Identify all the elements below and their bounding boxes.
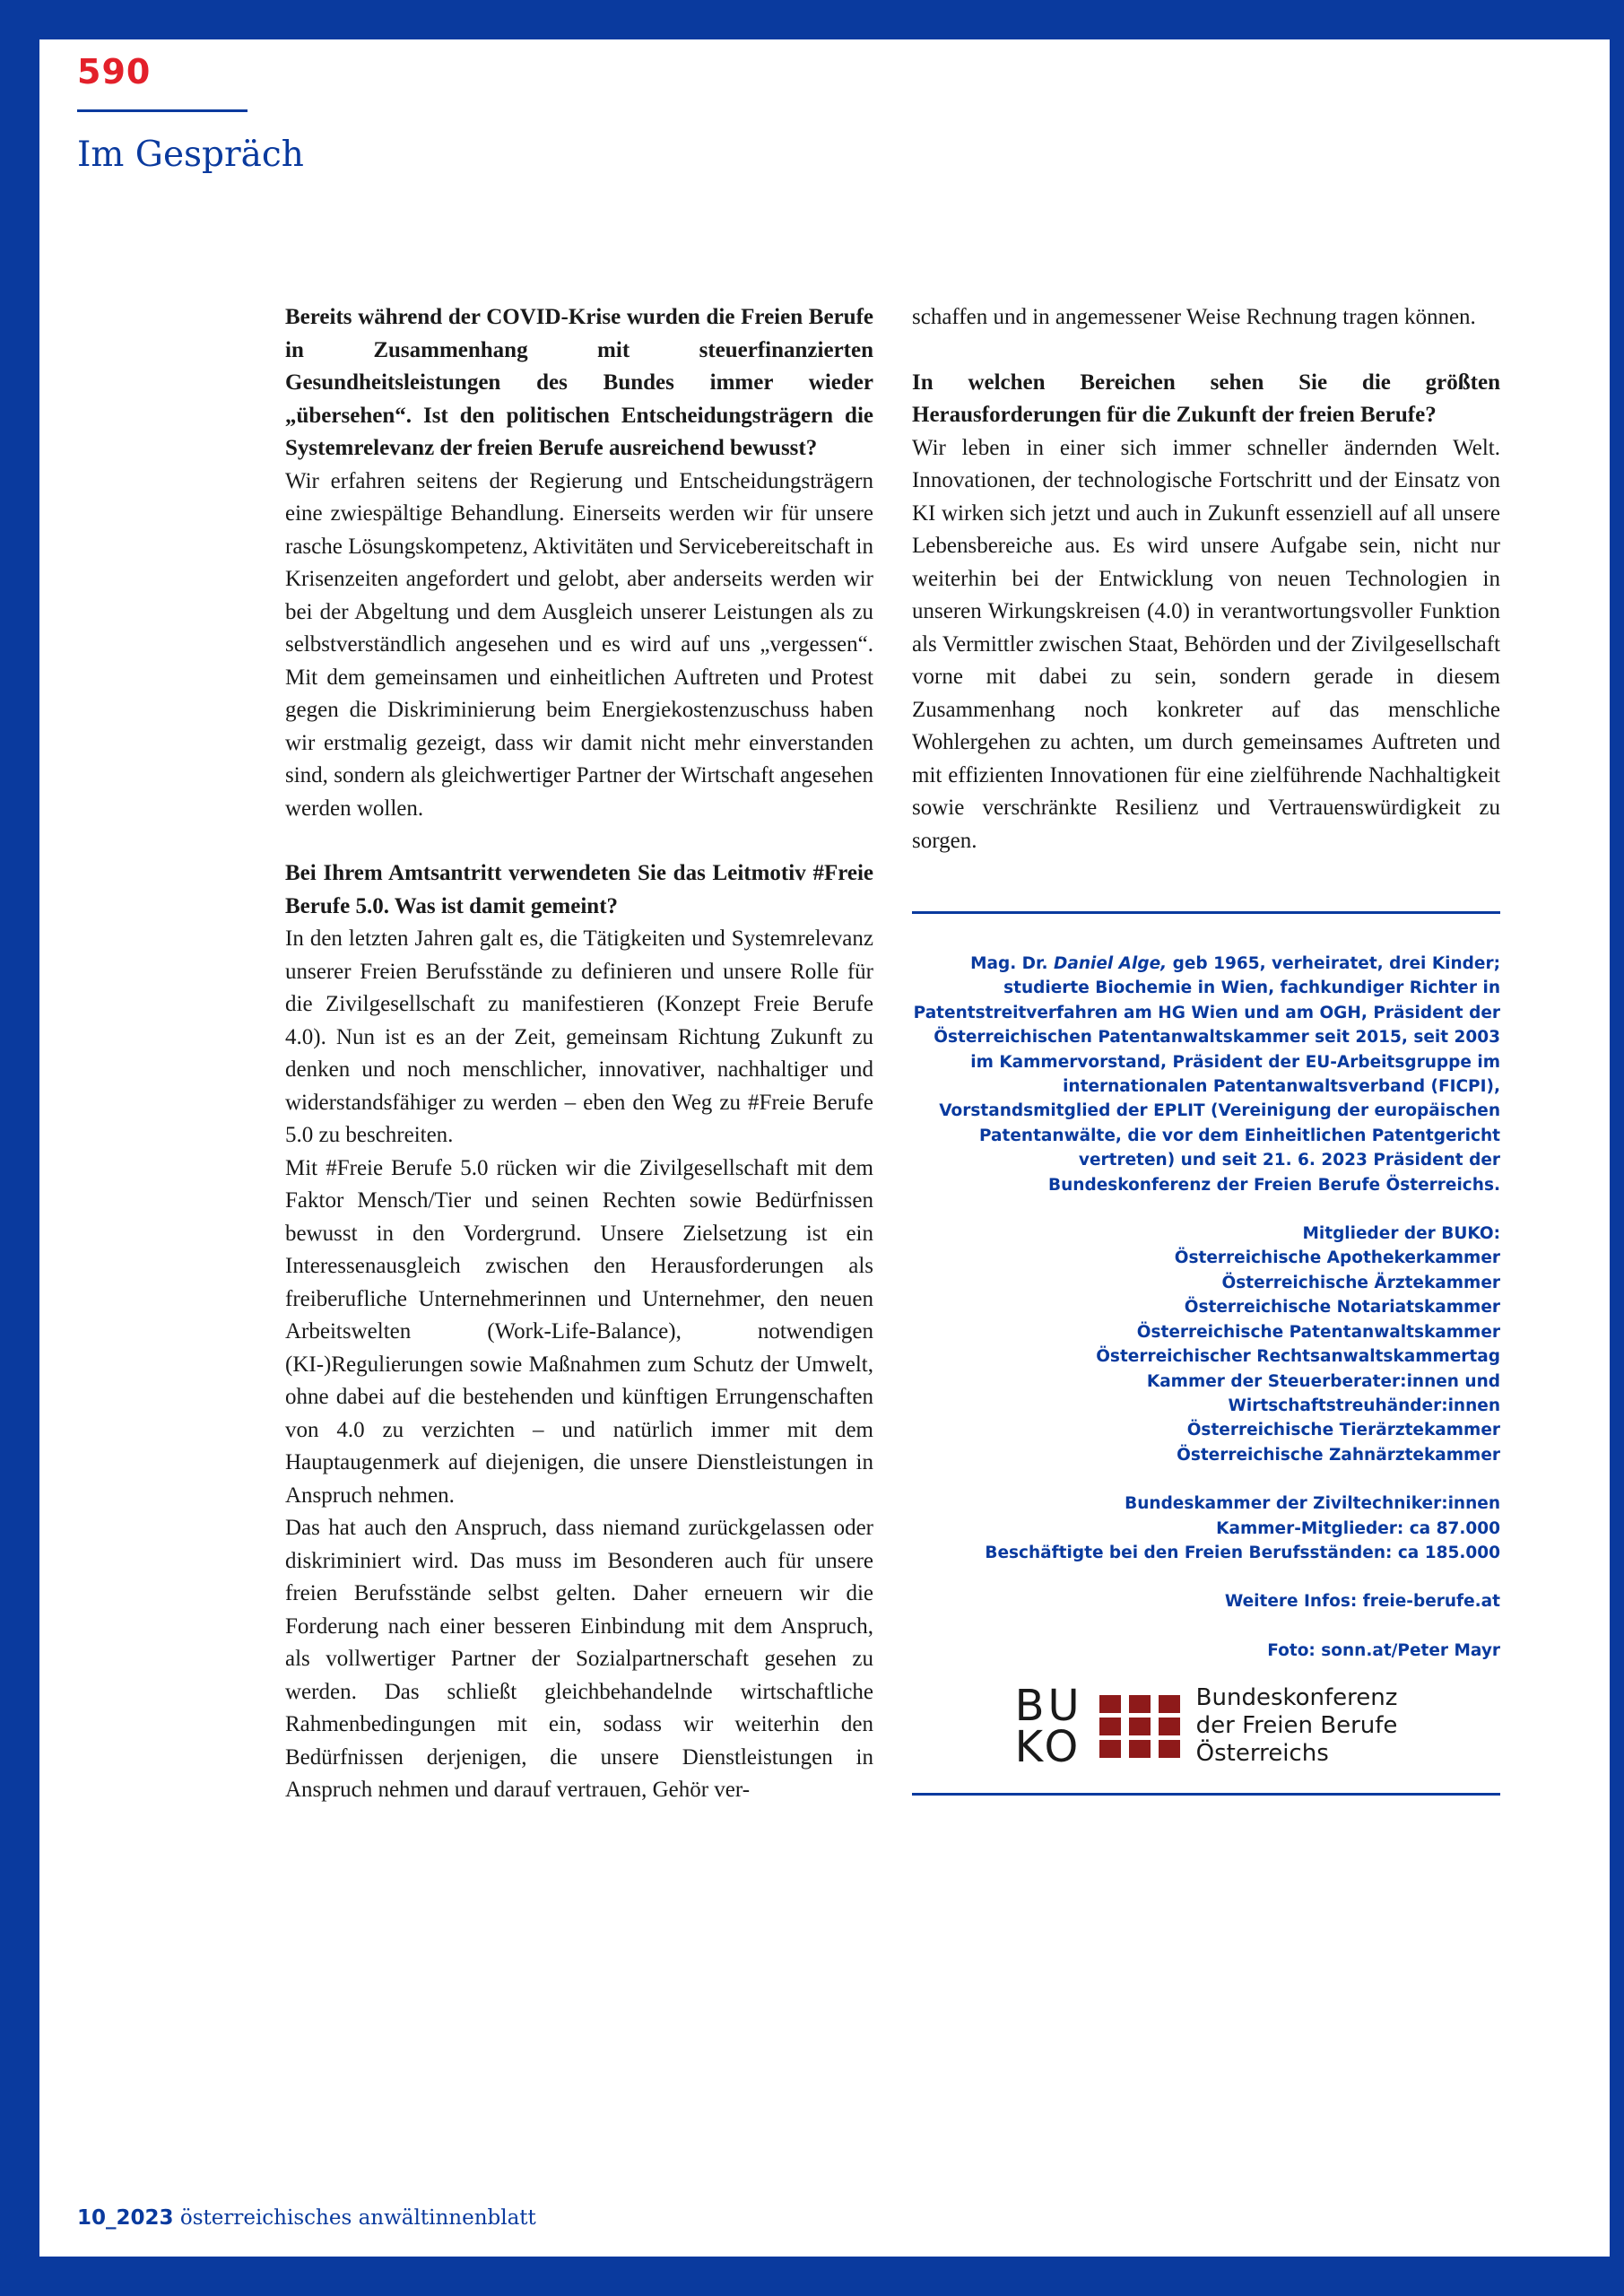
logo-square (1159, 1718, 1180, 1735)
stats-list (912, 1492, 1500, 1565)
member-item: Kammer der Steuerberater:innen und Wirtschaftstreuhänder:innen (1146, 1371, 1500, 1415)
member-item: Österreichische Ärztekammer (1221, 1273, 1500, 1292)
logo-square (1099, 1740, 1121, 1758)
member-item: Österreichische Apothekerkammer (1174, 1248, 1500, 1268)
stat-item: Kammer-Mitglieder: ca 87.000 (1216, 1518, 1500, 1538)
bio-text: geb 1965, verheiratet, drei Kinder; studierte Biochemie in Wien, fachkundiger Richter in Patentstreitverfahren am HG Wien und am OGH, Präsident der Österreichischen Patentanwaltskammer seit 2015, seit 2003 im Kammervorstand, Präsident der EU-Arbeitsgruppe im internationalen Patentanwaltsverband (FICPI), Vorstandsmitglied der EPLIT (Vereinigung der europäischen Patentanwälte, die vor dem Einheitlichen Patentgericht vertreten) und seit 21. 6. 2023 Präsident der Bundeskonferenz der Freien Berufe Österreichs. (913, 954, 1500, 1195)
page-number: 590 (77, 52, 152, 91)
buko-logo-letters (1014, 1680, 1083, 1772)
logo-square (1129, 1695, 1151, 1713)
question-3: In welchen Bereichen sehen Sie die größten Herausforderungen für die Zukunft der freien Berufe? (912, 370, 1500, 427)
bio-name: Daniel Alge, (1054, 954, 1168, 973)
member-item: Österreichische Tierärztekammer (1186, 1421, 1500, 1440)
logo-line-2: der Freien Berufe (1195, 1712, 1398, 1740)
logo-line-1: Bundeskonferenz (1195, 1684, 1398, 1712)
member-item: Österreichische Notariatskammer (1184, 1298, 1500, 1318)
answer-2-paragraph-3: Das hat auch den Anspruch, dass niemand zurückgelassen oder diskriminiert wird. Das muss im Besonderen auch für unsere freien Berufsstände selbst gelten. Daher erneuern wir die Forderung nach einer besseren Einbindung mit dem Anspruch, als vollwertiger Partner der Sozialpartnerschaft gesehen zu werden. Das schließt gleichbehandelnde wirtschaftliche Rahmenbedingungen mit ein, sodass wir weiterhin den Bedürfnissen derjenigen, die unsere Dienstleistungen in Anspruch nehmen und darauf vertrauen, Gehör ver- (285, 1516, 873, 1802)
footer-publication: österreichisches anwältinnenblatt (179, 2206, 536, 2230)
buko-logo-text (1196, 1684, 1398, 1768)
bio-prefix: Mag. Dr. (970, 954, 1054, 973)
buko-logo-squares (1099, 1695, 1180, 1758)
logo-square (1129, 1740, 1151, 1758)
member-item: Österreichische Zahnärztekammer (1177, 1445, 1500, 1465)
frame-bottom-bar (0, 2257, 1624, 2296)
question-2: Bei Ihrem Amtsantritt verwendeten Sie das Leitmotiv #Freie Berufe 5.0. Was ist damit gemeint? (285, 861, 873, 918)
logo-letters-bottom: KO (1014, 1721, 1082, 1772)
page-number-rule (77, 109, 248, 112)
buko-logo (912, 1680, 1500, 1772)
bio-box (912, 952, 1500, 1663)
members-list (912, 1222, 1500, 1467)
stat-item: Beschäftigte bei den Freien Berufsständen: ca 185.000 (985, 1543, 1500, 1562)
photo-credit-block (912, 1639, 1500, 1663)
member-item: Österreichischer Rechtsanwaltskammertag (1096, 1347, 1500, 1367)
logo-square (1159, 1695, 1180, 1713)
section-title: Im Gespräch (77, 135, 304, 175)
answer-2-paragraph-1: In den letzten Jahren galt es, die Tätigkeiten und Systemrelevanz unserer Freien Berufsstände zu definieren und unsere Rolle für die Zivilgesellschaft zu manifestieren (Konzept Freie Berufe 4.0). Nun ist es an der Zeit, gemeinsam Richtung Zukunft zu denken und noch menschlicher, innovativer, nachhaltiger und widerstandsfähiger zu werden – eben den Weg zu #Freie Berufe 5.0 zu beschreiten. (285, 926, 873, 1147)
answer-3: Wir leben in einer sich immer schneller ändernden Welt. Innovationen, der technologische Fortschritt und der Einsatz von KI wirken sich jetzt und auch in Zukunft essenziell auf all unsere Lebensbereiche aus. Es wird unsere Aufgabe sein, nicht nur weiterhin bei der Entwicklung von neuen Technologien in unseren Wirkungskreisen (4.0) in verantwortungsvoller Funktion als Vermittler zwischen Staat, Behörden und der Zivilgesellschaft vorne mit dabei zu sein, sondern gerade in diesem Zusammenhang noch konkreter auf das menschliche Wohlergehen zu achten, um durch gemeinsames Auftreten und mit effizienten Innovationen für eine zielführende Nachhaltigkeit sowie verschränkte Resilienz und Vertrauenswürdigkeit zu sorgen. (912, 435, 1500, 853)
question-1: Bereits während der COVID-Krise wurden die Freien Berufe in Zusammenhang mit steuerfinanzierten Gesundheitsleistungen des Bundes immer wieder „übersehen“. Ist den politischen Entscheidungsträgern die Systemrelevanz der freien Berufe ausreichend bewusst? (285, 305, 873, 460)
logo-letters-top: BU (1014, 1680, 1083, 1731)
footer-issue: 10_2023 (77, 2206, 174, 2230)
more-info-link[interactable]: Weitere Infos: freie-berufe.at (1224, 1592, 1500, 1612)
logo-square (1159, 1740, 1180, 1758)
stat-item: Bundeskammer der Ziviltechniker:innen (1125, 1494, 1500, 1514)
frame-left-bar (0, 0, 39, 2296)
member-item: Österreichische Patentanwaltskammer (1136, 1322, 1500, 1342)
members-heading: Mitglieder der BUKO: (1302, 1224, 1500, 1244)
photo-credit: Foto: sonn.at/Peter Mayr (1267, 1640, 1500, 1660)
answer-2-paragraph-2: Mit #Freie Berufe 5.0 rücken wir die Zivilgesellschaft mit dem Faktor Mensch/Tier und seinen Rechten sowie Bedürfnissen bewusst in den Vordergrund. Unsere Zielsetzung ist ein Interessenausgleich zwischen den Herausforderungen als freiberufliche Unternehmerinnen und Unternehmer, den neuen Arbeitswelten (Work-Life-Balance), notwendigen (KI-)Regulierungen sowie Maßnahmen zum Schutz der Umwelt, ohne dabei auf die bestehenden und künftigen Errungenschaften von 4.0 zu verzichten – und natürlich immer mit dem Hauptaugenmerk auf diejenigen, die unsere Dienstleistungen in Anspruch nehmen. (285, 1155, 873, 1508)
frame-right-bar (1610, 0, 1624, 2296)
more-info-block (912, 1589, 1500, 1613)
logo-square (1099, 1718, 1121, 1735)
left-column (285, 301, 873, 1807)
frame-top-bar (0, 0, 1624, 39)
bio-paragraph (912, 952, 1500, 1197)
logo-line-3: Österreichs (1195, 1740, 1329, 1768)
logo-square (1099, 1695, 1121, 1713)
answer-1: Wir erfahren seitens der Regierung und Entscheidungsträgern eine zwiespältige Behandlung. Einerseits werden wir für unsere rasche Lösungskompetenz, Aktivitäten und Servicebereitschaft in Krisenzeiten angefordert und gelobt, aber anderseits werden wir bei der Abgeltung und dem Ausgleich unserer Leistungen als zu selbstverständlich angesehen und es wird auf uns „vergessen“. Mit dem gemeinsamen und einheitlichen Auftreten und Protest gegen die Diskriminierung beim Energiekostenzuschuss haben wir erstmalig gezeigt, dass wir damit nicht mehr einverstanden sind, sondern als gleichwertiger Partner der Wirtschaft angesehen werden wollen. (285, 468, 873, 821)
bio-top-rule (912, 911, 1500, 914)
footer (77, 2206, 536, 2230)
right-column (912, 301, 1500, 1796)
answer-2-continued: schaffen und in angemessener Weise Rechnung tragen können. (912, 305, 1476, 329)
logo-square (1129, 1718, 1151, 1735)
bio-bottom-rule (912, 1793, 1500, 1796)
